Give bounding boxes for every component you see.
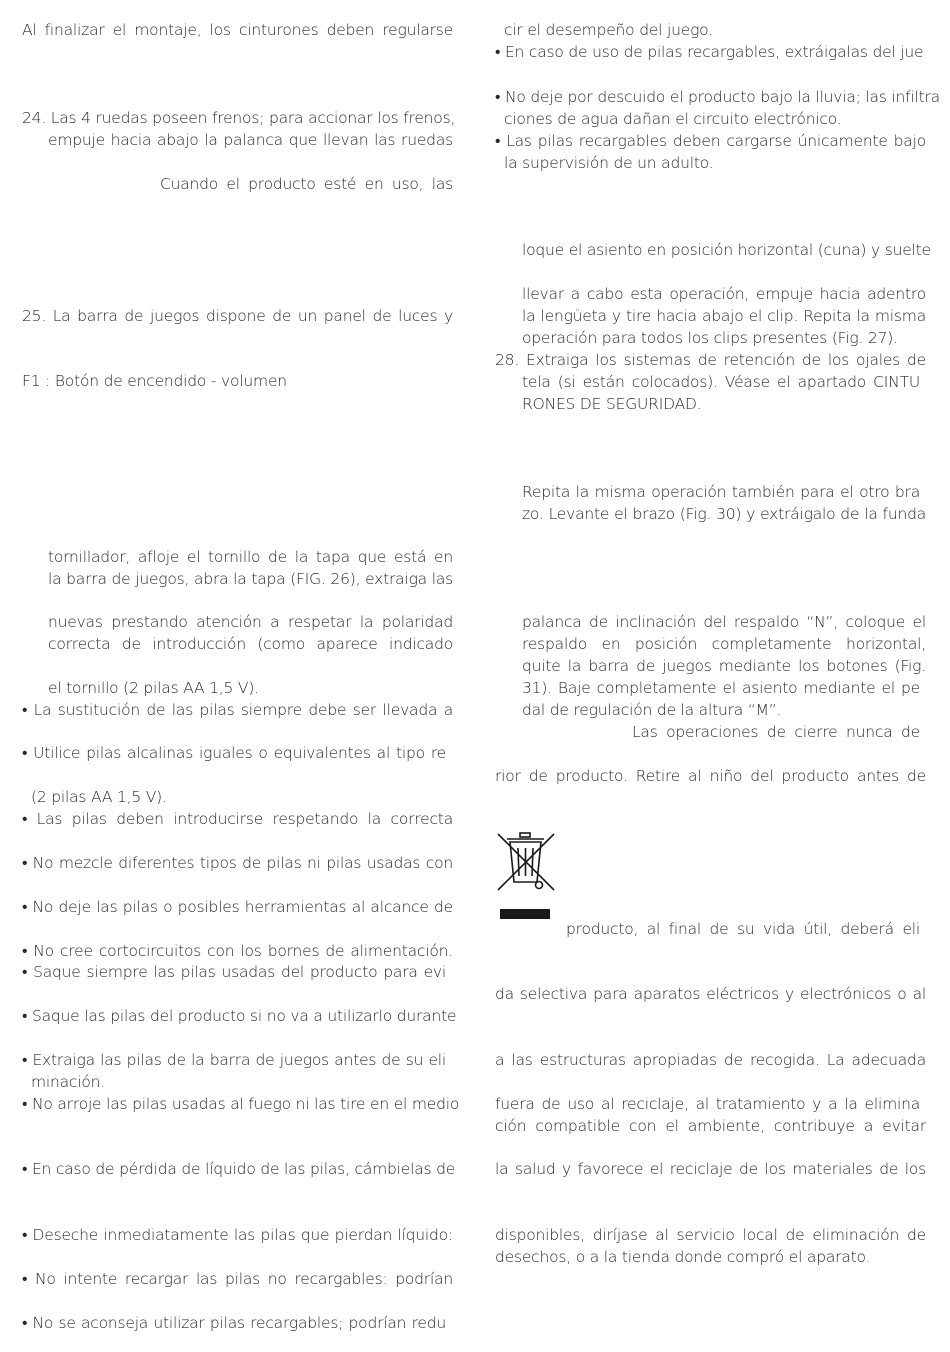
text-line: (2 pilas AA 1,5 V). <box>31 788 167 806</box>
text-line: tornillador, afloje el tornillo de la tapa que está en <box>48 548 453 566</box>
text-line: • No cree cortocircuitos con los bornes de alimentación. <box>22 942 453 960</box>
text-line: • No intente recargar las pilas no recargables: podrían <box>22 1270 453 1288</box>
text-line: Cuando el producto esté en uso, las <box>160 175 453 193</box>
text-line: Repita la misma operación también para el otro bra <box>522 483 920 501</box>
text-line: empuje hacia abajo la palanca que llevan las ruedas <box>48 131 453 149</box>
text-line: 24. Las 4 ruedas poseen frenos; para accionar los frenos, <box>22 109 456 127</box>
text-line: • Saque las pilas del producto si no va a utilizarlo durante <box>22 1007 457 1025</box>
text-line: 28. Extraiga los sistemas de retención de los ojales de <box>495 351 926 369</box>
text-line: la supervisión de un adulto. <box>504 154 714 172</box>
text-line: dal de regulación de la altura “M”. <box>522 701 782 719</box>
text-line: operación para todos los clips presentes (Fig. 27). <box>522 329 898 347</box>
text-line: correcta de introducción (como aparece indicado <box>48 635 453 653</box>
text-line: nuevas prestando atención a respetar la polaridad <box>48 613 453 631</box>
text-line: llevar a cabo esta operación, empuje hacia adentro <box>522 285 926 303</box>
text-line: • No mezcle diferentes tipos de pilas ni pilas usadas con <box>22 854 453 872</box>
text-line: a las estructuras apropiadas de recogida. La adecuada <box>495 1051 926 1069</box>
text-line: la lengüeta y tire hacia abajo el clip. Repita la misma <box>522 307 926 325</box>
text-line: zo. Levante el brazo (Fig. 30) y extráigalo de la funda <box>522 505 926 523</box>
text-line: respaldo en posición completamente horizontal, <box>522 635 926 653</box>
text-line: • No deje las pilas o posibles herramientas al alcance de <box>22 898 453 916</box>
text-line: • En caso de pérdida de líquido de las pilas, cámbielas de <box>22 1160 456 1178</box>
text-line: RONES DE SEGURIDAD. <box>522 395 702 413</box>
text-line: da selectiva para aparatos eléctricos y electrónicos o al <box>495 985 926 1003</box>
text-line: • Las pilas recargables deben cargarse únicamente bajo <box>495 132 926 150</box>
text-line: desechos, o a la tienda donde compró el aparato. <box>495 1248 871 1266</box>
text-line: rior de producto. Retire al niño del producto antes de <box>495 767 926 785</box>
text-line: • Las pilas deben introducirse respetando la correcta <box>22 810 453 828</box>
text-line: disponibles, diríjase al servicio local de eliminación de <box>495 1226 926 1244</box>
text-line: • Utilice pilas alcalinas iguales o equivalentes al tipo re <box>22 744 446 762</box>
text-line: • No arroje las pilas usadas al fuego ni las tire en el medio <box>22 1095 460 1113</box>
text-line: • Saque siempre las pilas usadas del producto para evi <box>22 963 446 981</box>
text-line: fuera de uso al reciclaje, al tratamiento y a la elimina <box>495 1095 920 1113</box>
text-line: la barra de juegos, abra la tapa (FIG. 26), extraiga las <box>48 570 453 588</box>
text-line: ción compatible con el ambiente, contribuye a evitar <box>495 1117 926 1135</box>
text-line: • Extraiga las pilas de la barra de juegos antes de su eli <box>22 1051 446 1069</box>
text-line: ciones de agua dañan el circuito electrónico. <box>504 110 842 128</box>
text-line: loque el asiento en posición horizontal (cuna) y suelte <box>522 241 931 259</box>
text-line: • No se aconseja utilizar pilas recargables; podrían redu <box>22 1314 446 1332</box>
text-line: Al finalizar el montaje, los cinturones deben regularse <box>22 21 453 39</box>
text-line: Las operaciones de cierre nunca de <box>632 723 920 741</box>
text-line: • En caso de uso de pilas recargables, extráigalas del jue <box>495 43 924 61</box>
text-line: producto, al final de su vida útil, deberá eli <box>566 920 920 938</box>
text-line: minación. <box>31 1073 105 1091</box>
text-line: el tornillo (2 pilas AA 1,5 V). <box>48 679 259 697</box>
text-line: 25. La barra de juegos dispone de un panel de luces y <box>22 307 453 325</box>
text-line: tela (si están colocados). Véase el apartado CINTU <box>522 373 920 391</box>
text-line: F1 : Botón de encendido - volumen <box>22 372 287 390</box>
text-line: la salud y favorece el reciclaje de los materiales de los <box>495 1160 926 1178</box>
text-line: • Deseche inmediatamente las pilas que pierdan líquido: <box>22 1226 453 1244</box>
text-line: palanca de inclinación del respaldo “N”, coloque el <box>522 613 926 631</box>
text-line: • La sustitución de las pilas siempre debe ser llevada a <box>22 701 453 719</box>
text-line: quite la barra de juegos mediante los botones (Fig. <box>522 657 926 675</box>
text-line: cir el desempeño del juego. <box>504 21 713 39</box>
text-line: 31). Baje completamente el asiento mediante el pe <box>522 679 920 697</box>
crossed-out-wheelie-bin-icon <box>494 830 558 922</box>
text-line: • No deje por descuido el producto bajo la lluvia; las infiltra <box>495 88 940 106</box>
